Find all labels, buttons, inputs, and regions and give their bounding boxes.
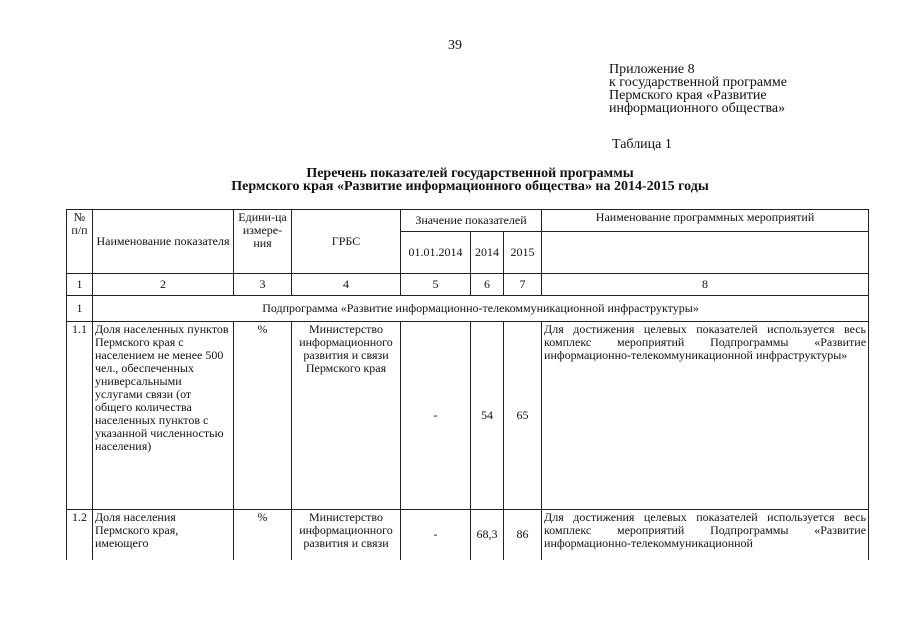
header-unit: Едини-ца измере-ния xyxy=(234,210,292,274)
row-value-2014-01-01: - xyxy=(401,510,471,560)
col-number: 2 xyxy=(93,274,234,296)
appendix-line-1: Приложение 8 xyxy=(609,62,695,77)
row-unit: % xyxy=(234,510,292,560)
title-line-1: Перечень показателей государственной программы xyxy=(306,166,634,181)
table-row xyxy=(67,510,869,560)
row-grbs: Министерство информационного развития и связи xyxy=(292,510,401,560)
header-measures: Наименование программных мероприятий xyxy=(542,210,869,232)
header-row-1 xyxy=(67,210,869,232)
row-num: 1.1 xyxy=(67,322,93,510)
row-num: 1.2 xyxy=(67,510,93,560)
header-value-2015: 2015 xyxy=(504,232,542,274)
row-indicator-name: Доля населенных пунктов Пермского края с населением не менее 500 чел., обеспеченных универсальными услугами связи (от общего количества населенных пунктов с указанной численностью населения) xyxy=(93,322,234,510)
appendix-line-4: информационного общества» xyxy=(609,101,786,116)
subprogram-num: 1 xyxy=(67,296,93,322)
row-measures: Для достижения целевых показателей используется весь комплекс мероприятий Подпрограммы «Развитие информационно-телекоммуникационной инфраструктуры» xyxy=(542,322,869,510)
row-value-2015: 65 xyxy=(504,322,542,510)
row-value-2015: 86 xyxy=(504,510,542,560)
row-value-2014: 68,3 xyxy=(471,510,504,560)
col-number: 3 xyxy=(234,274,292,296)
header-value-2014: 2014 xyxy=(471,232,504,274)
table-label: Таблица 1 xyxy=(612,137,672,152)
document-title xyxy=(160,167,780,193)
row-indicator-name: Доля населения Пермского края, имеющего xyxy=(93,510,234,560)
row-unit: % xyxy=(234,322,292,510)
title-line-2: Пермского края «Развитие информационного общества» на 2014-2015 годы xyxy=(231,179,709,194)
page-number: 39 xyxy=(448,38,462,53)
col-number: 8 xyxy=(542,274,869,296)
appendix-line-3: Пермского края «Развитие xyxy=(609,88,767,103)
column-number-row xyxy=(67,274,869,296)
row-value-2014-01-01: - xyxy=(401,322,471,510)
col-number: 7 xyxy=(504,274,542,296)
header-grbs: ГРБС xyxy=(292,210,401,274)
col-number: 6 xyxy=(471,274,504,296)
header-name: Наименование показателя xyxy=(93,210,234,274)
header-num: № п/п xyxy=(67,210,93,274)
table-row xyxy=(67,322,869,510)
col-number: 4 xyxy=(292,274,401,296)
indicators-table xyxy=(66,209,869,560)
appendix-note xyxy=(609,63,787,115)
row-value-2014: 54 xyxy=(471,322,504,510)
header-values: Значение показателей xyxy=(401,210,542,232)
col-number: 1 xyxy=(67,274,93,296)
appendix-line-2: к государственной программе xyxy=(609,75,787,90)
subprogram-title: Подпрограмма «Развитие информационно-телекоммуникационной инфраструктуры» xyxy=(93,296,869,322)
subprogram-row xyxy=(67,296,869,322)
header-measures-empty xyxy=(542,232,869,274)
row-grbs: Министерство информационного развития и связи Пермского края xyxy=(292,322,401,510)
header-value-2014-01-01: 01.01.2014 xyxy=(401,232,471,274)
row-measures: Для достижения целевых показателей используется весь комплекс мероприятий Подпрограммы «Развитие информационно-телекоммуникационной xyxy=(542,510,869,560)
col-number: 5 xyxy=(401,274,471,296)
